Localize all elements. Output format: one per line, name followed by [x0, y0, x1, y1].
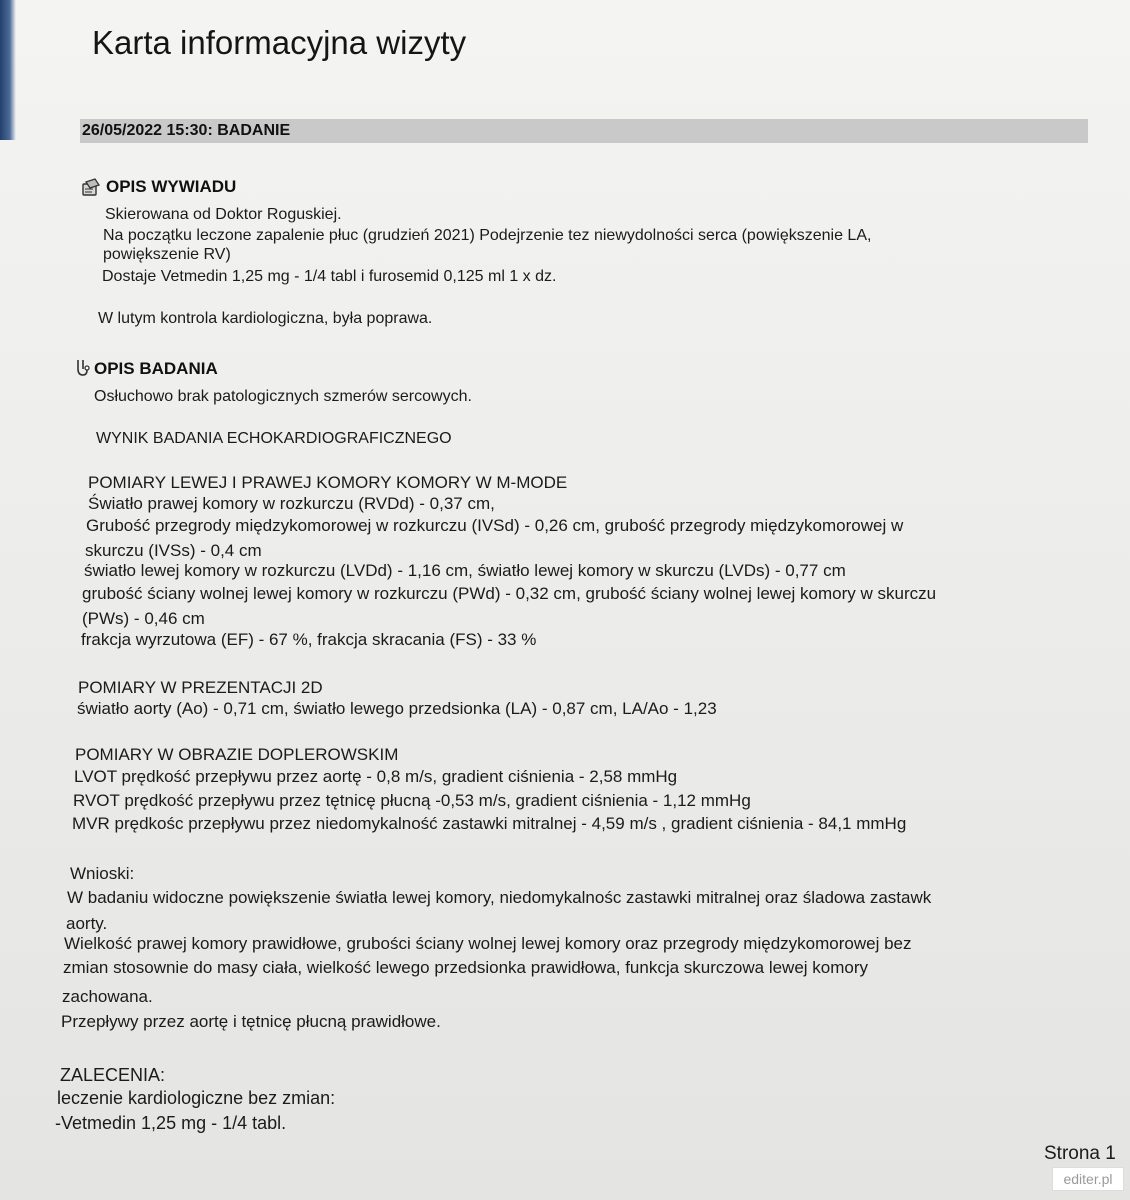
mmode-line: grubość ściany wolnej lewej komory w rozkurczu (PWd) - 0,32 cm, grubość ściany wolnej lewej komory w skurczu [82, 584, 937, 603]
doppler-line: LVOT prędkość przepływu przez aortę - 0,8 m/s, gradient ciśnienia - 2,58 mmHg [74, 767, 678, 786]
interview-heading-text: OPIS WYWIADU [106, 177, 237, 196]
twod-line: światło aorty (Ao) - 0,71 cm, światło lewego przedsionka (LA) - 0,87 cm, LA/Ao - 1,23 [77, 699, 717, 718]
conclusions-line: Wielkość prawej komory prawidłowe, grubości ściany wolnej lewej komory oraz przegrody międzykomorowej bez [64, 934, 912, 953]
mmode-line: (PWs) - 0,46 cm [82, 609, 205, 628]
conclusions-title: Wnioski: [70, 864, 135, 883]
exam-heading [74, 358, 218, 380]
recommendations-title: ZALECENIA: [60, 1065, 166, 1085]
auscultation-text: Osłuchowo brak patologicznych szmerów sercowych. [94, 388, 472, 405]
interview-heading [80, 177, 236, 197]
interview-line: Dostaje Vetmedin 1,25 mg - 1/4 tabl i furosemid 0,125 ml 1 x dz. [102, 268, 557, 285]
conclusions-line: W badaniu widoczne powiększenie światła lewej komory, niedomykalnośc zastawki mitralnej oraz śladowa zastawk [67, 888, 932, 907]
interview-line: Na początku leczone zapalenie płuc (grudzień 2021) Podejrzenie tez niewydolności serca (powiększenie LA, [103, 227, 872, 244]
conclusions-line: Przepływy przez aortę i tętnicę płucną prawidłowe. [61, 1012, 441, 1031]
mmode-line: światło lewej komory w rozkurczu (LVDd) - 1,16 cm, światło lewej komory w skurczu (LVDs) - 0,77 cm [84, 561, 846, 580]
mmode-line: Światło prawej komory w rozkurczu (RVDd) - 0,37 cm, [88, 494, 495, 513]
background-edge [0, 0, 16, 140]
stethoscope-icon [74, 358, 90, 380]
exam-heading-text: OPIS BADANIA [94, 359, 218, 378]
recommendations-line: -Vetmedin 1,25 mg - 1/4 tabl. [55, 1113, 287, 1133]
recommendations-line: leczenie kardiologiczne bez zmian: [57, 1088, 336, 1108]
doppler-line: RVOT prędkość przepływu przez tętnicę płucną -0,53 m/s, gradient ciśnienia - 1,12 mmHg [73, 791, 751, 810]
conclusions-line: aorty. [66, 914, 108, 933]
watermark: editer.pl [1052, 1167, 1124, 1191]
doppler-line: MVR prędkośc przepływu przez niedomykalność zastawki mitralnej - 4,59 m/s , gradient ciśnienia - 84,1 mmHg [72, 814, 907, 833]
interview-notes-icon [80, 177, 102, 197]
interview-line: W lutym kontrola kardiologiczna, była poprawa. [98, 310, 433, 327]
visit-header: 26/05/2022 15:30: BADANIE [82, 122, 291, 139]
doppler-title: POMIARY W OBRAZIE DOPLEROWSKIM [75, 745, 399, 764]
mmode-line: frakcja wyrzutowa (EF) - 67 %, frakcja skracania (FS) - 33 % [81, 630, 537, 649]
interview-line: Skierowana od Doktor Roguskiej. [105, 206, 342, 223]
interview-line: powiększenie RV) [103, 246, 231, 263]
mmode-line: skurczu (IVSs) - 0,4 cm [85, 541, 262, 560]
visit-header-bar [80, 119, 1088, 143]
document-title: Karta informacyjna wizyty [92, 24, 467, 61]
page-number: Strona 1 [1044, 1143, 1116, 1164]
mmode-title: POMIARY LEWEJ I PRAWEJ KOMORY KOMORY W M-MODE [88, 473, 568, 492]
conclusions-line: zmian stosownie do masy ciała, wielkość lewego przedsionka prawidłowa, funkcja skurczowa lewej komory [63, 958, 869, 977]
twod-title: POMIARY W PREZENTACJI 2D [78, 678, 323, 697]
mmode-line: Grubość przegrody międzykomorowej w rozkurczu (IVSd) - 0,26 cm, grubość przegrody międzykomorowej w [86, 516, 904, 535]
echo-title: WYNIK BADANIA ECHOKARDIOGRAFICZNEGO [96, 430, 452, 447]
conclusions-line: zachowana. [62, 987, 153, 1006]
